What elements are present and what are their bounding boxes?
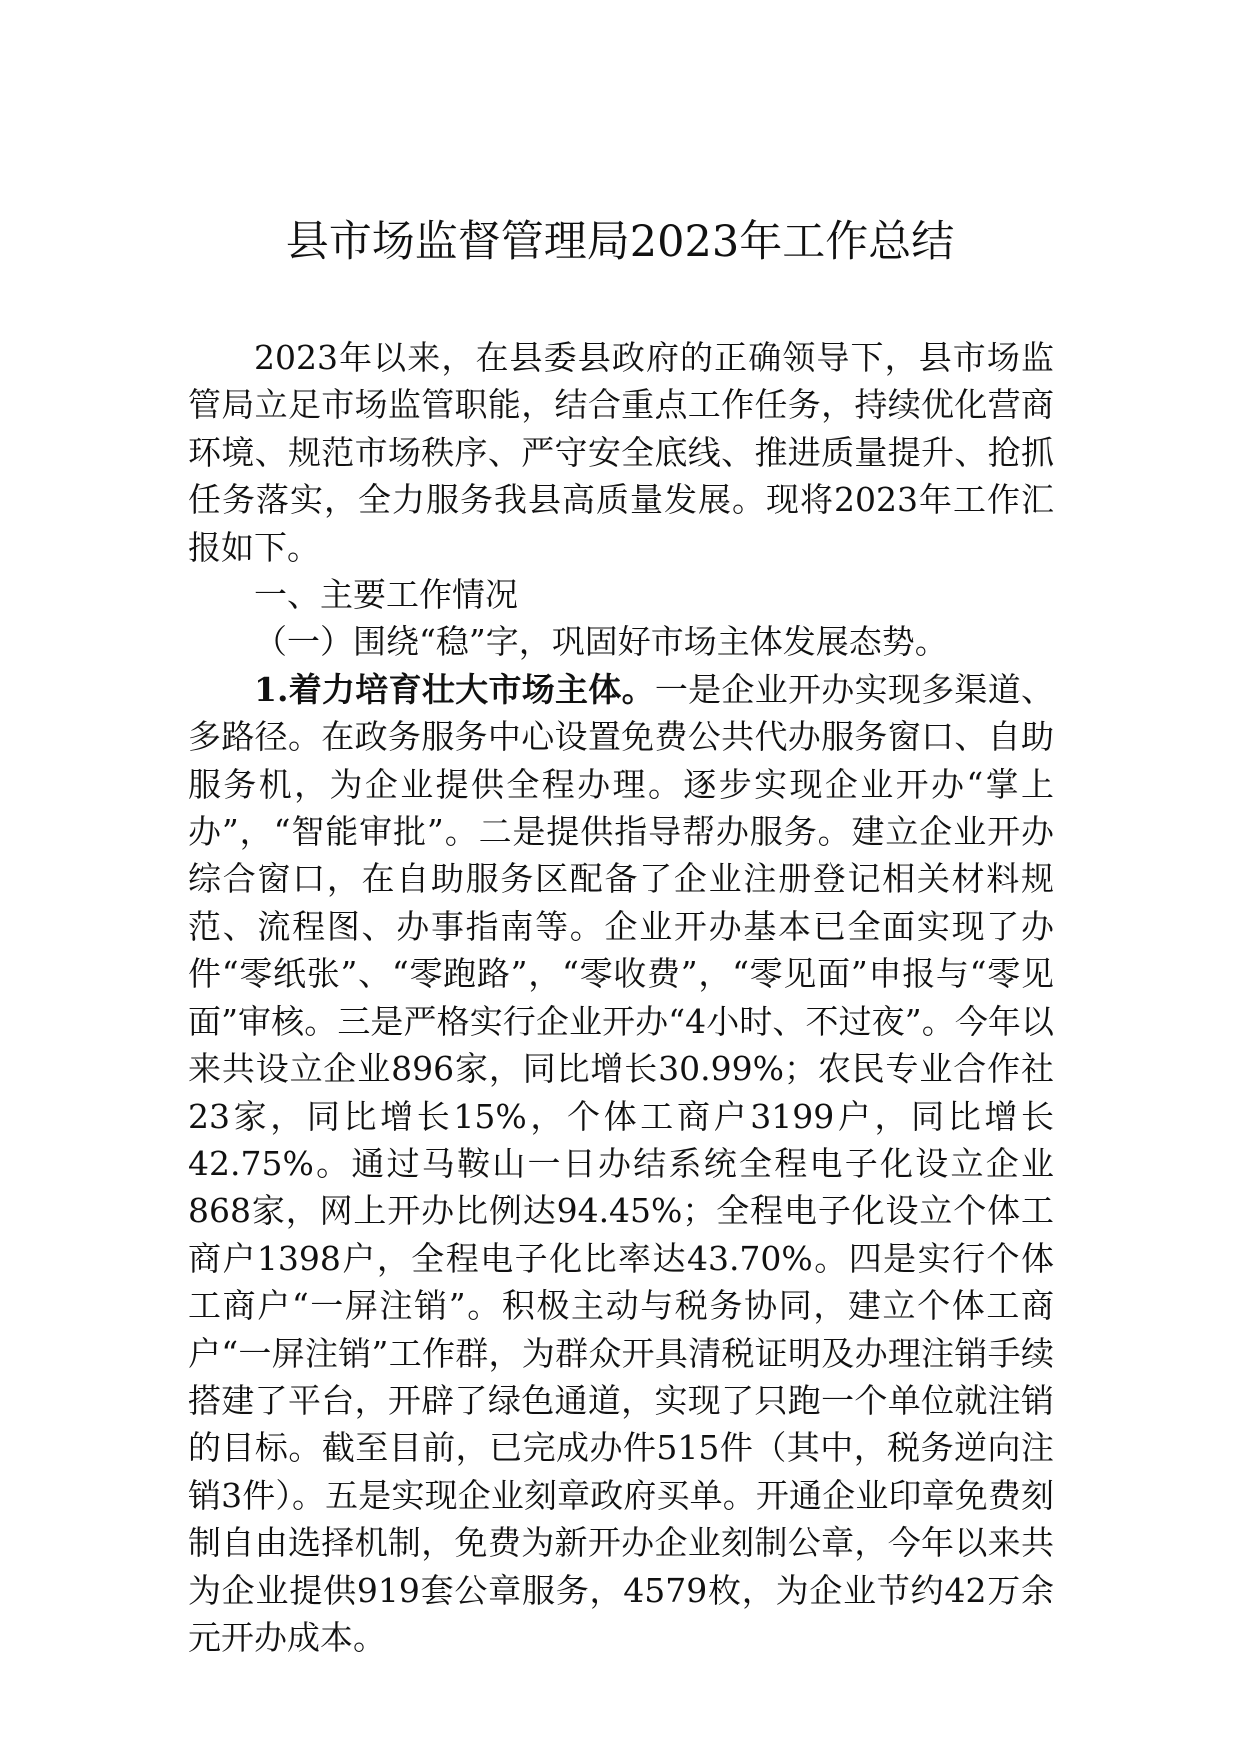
subsection-heading: （一）围绕“稳”字，巩固好市场主体发展态势。 [254, 622, 948, 662]
document-body [188, 334, 1054, 1661]
item-paragraph [188, 666, 1054, 1662]
intro-paragraph: 2023年以来，在县委县政府的正确领导下，县市场监管局立足市场监管职能，结合重点工作任务，持续优化营商环境、规范市场秩序、严守安全底线、推进质量提升、抢抓任务落实，全力服务我县高质量发展。现将2023年工作汇报如下。 [188, 338, 1054, 567]
section-heading: 一、主要工作情况 [254, 575, 518, 615]
item-lead: 1.着力培育壮大市场主体。 [254, 669, 655, 709]
item-body: 一是企业开办实现多渠道、多路径。在政务服务中心设置免费公共代办服务窗口、自助服务机，为企业提供全程办理。逐步实现企业开办“掌上办”，“智能审批”。二是提供指导帮办服务。建立企业开办综合窗口，在自助服务区配备了企业注册登记相关材料规范、流程图、办事指南等。企业开办基本已全面实现了办件“零纸张”、“零跑路”，“零收费”，“零见面”申报与“零见面”审核。三是严格实行企业开办“4小时、不过夜”。今年以来共设立企业896家，同比增长30.99%；农民专业合作社23家，同比增长15%，个体工商户3199户，同比增长42.75%。通过马鞍山一日办结系统全程电子化设立企业868家，网上开办比例达94.45%；全程电子化设立个体工商户1398户，全程电子化比率达43.70%。四是实行个体工商户“一屏注销”。积极主动与税务协同，建立个体工商户“一屏注销”工作群，为群众开具清税证明及办理注销手续搭建了平台，开辟了绿色通道，实现了只跑一个单位就注销的目标。截至目前，已完成办件515件（其中，税务逆向注销3件）。五是实现企业刻章政府买单。开通企业印章免费刻制自由选择机制，免费为新开办企业刻制公章，今年以来共为企业提供919套公章服务，4579枚，为企业节约42万余元开办成本。 [188, 669, 1055, 1657]
document-title: 县市场监督管理局2023年工作总结 [285, 217, 955, 267]
